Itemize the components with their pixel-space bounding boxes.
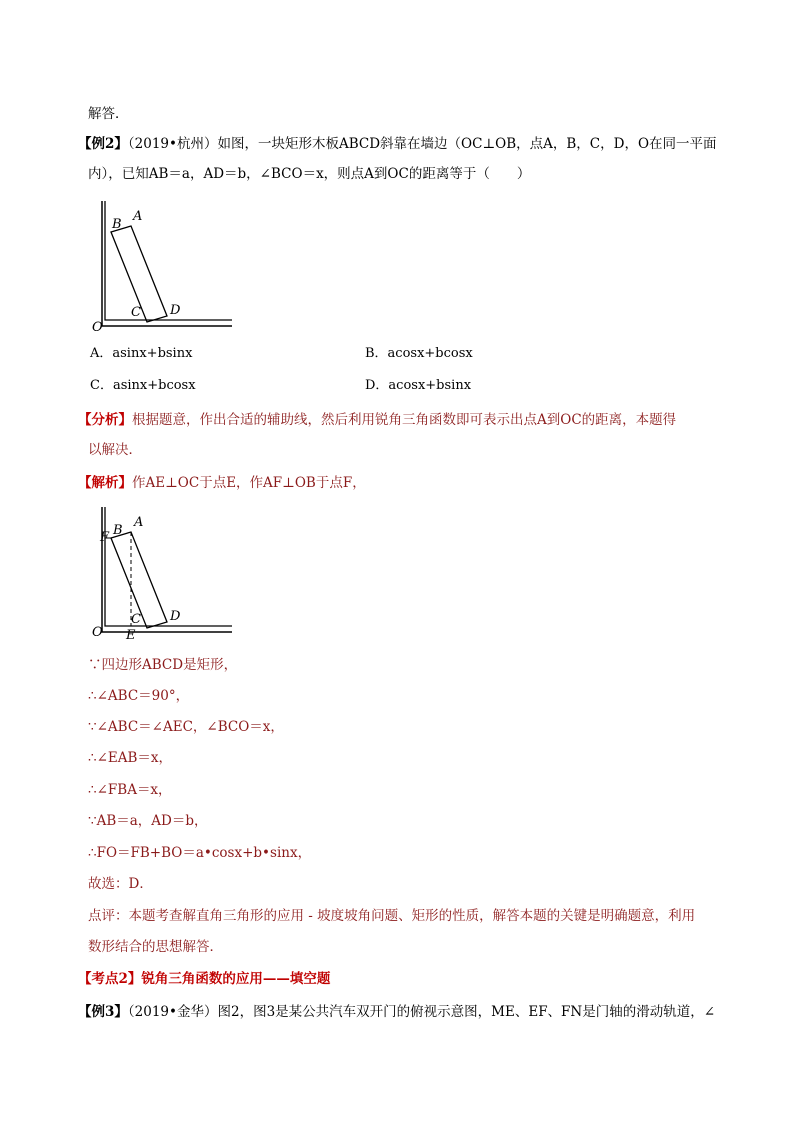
figure-2-diagram: [86, 503, 246, 643]
figure-1-walls-inner: [105, 201, 232, 320]
figure-2-label-d: D: [170, 609, 181, 624]
solution-line: [78, 473, 366, 493]
step-7: ∴FO＝FB+BO＝a•cosx+b•sinx，: [88, 845, 312, 861]
figure-1-label-d: D: [170, 303, 181, 318]
figure-1-label-c: C: [131, 305, 141, 320]
kaodian-tag: 【考点2】: [78, 971, 142, 987]
option-b: B．acosx+bcosx: [365, 346, 473, 361]
example-3-line-1: [78, 1002, 715, 1022]
example-3-source: （2019•金华）: [127, 1004, 218, 1020]
kaodian-title: 锐角三角函数的应用——填空题: [141, 971, 331, 987]
comment-line-2: 数形结合的思想解答．: [88, 939, 223, 955]
example-3-text: 图2，图3是某公共汽车双开门的俯视示意图，ME、EF、FN是门轴的滑动轨道，∠: [217, 1004, 716, 1020]
figure-2-label-o: O: [92, 625, 103, 640]
figure-2-label-e: E: [126, 628, 136, 643]
solution-text: 作AE⊥OC于点E，作AF⊥OB于点F，: [132, 475, 366, 491]
step-6: ∵AB＝a，AD＝b，: [88, 813, 208, 829]
figure-1-label-a: A: [133, 209, 143, 224]
figure-1-diagram: [86, 195, 246, 335]
step-4: ∴∠EAB＝x，: [88, 750, 173, 766]
example-2-line-1: [78, 134, 717, 154]
figure-2-label-f: F: [100, 530, 110, 545]
analysis-line-2: 以解决．: [88, 442, 142, 458]
example-3-tag: 【例3】: [78, 1004, 128, 1020]
figure-2-walls-inner: [105, 507, 232, 626]
figure-1-label-b: B: [112, 217, 122, 232]
analysis-tag: 【分析】: [78, 412, 132, 428]
step-1: ∵四边形ABCD是矩形，: [88, 657, 238, 673]
analysis-text-1: 根据题意，作出合适的辅助线，然后利用锐角三角函数即可表示出点A到OC的距离，本题得: [132, 412, 677, 428]
example-2-text-1: 如图，一块矩形木板ABCD斜靠在墙边（OC⊥OB，点A，B，C，D，O在同一平面: [217, 136, 717, 152]
figure-2-label-c: C: [131, 612, 141, 627]
analysis-line-1: [78, 410, 676, 430]
figure-1-label-o: O: [92, 320, 103, 335]
example-2-source: （2019•杭州）: [127, 136, 218, 152]
option-c: C．asinx+bcosx: [90, 378, 196, 393]
solution-tag: 【解析】: [78, 475, 132, 491]
kaodian-heading: [78, 969, 330, 989]
option-d: D．acosx+bsinx: [365, 378, 472, 393]
step-3: ∵∠ABC＝∠AEC，∠BCO＝x，: [88, 719, 284, 735]
figure-2-label-b: B: [113, 523, 123, 538]
intro-end-text: 解答．: [88, 106, 129, 122]
step-2: ∴∠ABC＝90°，: [88, 688, 190, 704]
figure-2-label-a: A: [134, 515, 144, 530]
answer-line: 故选：D．: [88, 876, 153, 892]
example-2-line-2: 内），已知AB＝a，AD＝b，∠BCO＝x，则点A到OC的距离等于（ ）: [88, 166, 531, 182]
step-5: ∴∠FBA＝x，: [88, 782, 172, 798]
example-2-tag: 【例2】: [78, 136, 128, 152]
comment-line-1: 点评：本题考查解直角三角形的应用 - 坡度坡角问题、矩形的性质，解答本题的关键是明确题意，利用: [88, 908, 696, 924]
option-a: A．asinx+bsinx: [90, 346, 193, 361]
